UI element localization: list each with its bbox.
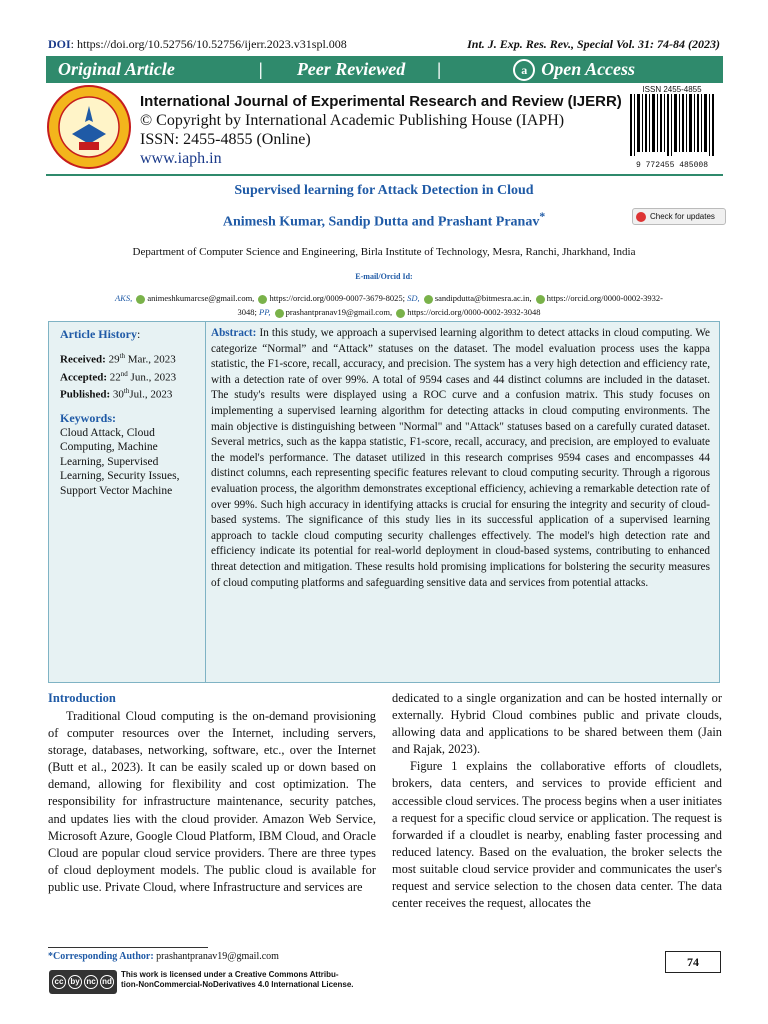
introduction-heading: Introduction: [48, 691, 116, 705]
issn-barcode: [626, 85, 718, 173]
published-day: 30: [112, 388, 124, 401]
banner-separator: |: [258, 59, 263, 79]
doi-url[interactable]: : https://doi.org/10.52756/10.52756/ijerr.2023.v31spl.008: [70, 37, 347, 51]
check-for-updates-button[interactable]: [632, 208, 726, 225]
check-updates-icon: [636, 212, 646, 222]
open-access-label: Open Access: [541, 59, 636, 79]
orcid-icon: [258, 295, 267, 304]
original-article-label: Original Article: [58, 59, 175, 79]
corresponding-author-label: *Corresponding Author:: [48, 951, 154, 962]
journal-reference-text: Int. J. Exp. Res. Rev., Special Vol. 31: 74-84 (2023): [467, 37, 720, 51]
publisher-website-link[interactable]: www.iaph.in: [140, 150, 222, 167]
abstract-box-divider: [205, 322, 206, 682]
accepted-date: [60, 367, 200, 385]
article-type-banner: [46, 56, 723, 83]
author-email[interactable]: animeshkumarcse@gmail.com,: [147, 293, 255, 303]
article-history: [60, 327, 200, 402]
received-rest: Mar., 2023: [125, 353, 176, 366]
received-day: 29: [108, 353, 120, 366]
accepted-label: Accepted:: [60, 371, 108, 384]
author-orcid-link[interactable]: https://orcid.org/0000-0002-3932-3048: [407, 307, 541, 317]
body-column-right: [392, 690, 722, 912]
author-abbrev: AKS,: [114, 293, 133, 303]
footnote-rule: [48, 947, 208, 948]
body-column-left: [48, 708, 376, 896]
license-notice: [121, 970, 421, 990]
received-date: [60, 349, 200, 367]
accepted-sup: nd: [120, 369, 128, 378]
email-icon: [136, 295, 145, 304]
keywords-list: Cloud Attack, Cloud Computing, Machine Learning, Supervised Learning, Security Issues, Support Vector Machine: [60, 426, 180, 497]
author-email[interactable]: prashantpranav19@gmail.com,: [285, 307, 393, 317]
iaph-seal-logo: [46, 84, 132, 170]
copyright-line: © Copyright by International Academic Publishing House (IAPH): [140, 112, 565, 129]
authors-names: Animesh Kumar, Sandip Dutta and Prashant Pranav: [222, 214, 540, 230]
corresponding-mark: *: [539, 210, 546, 223]
history-heading-text: Article History: [60, 327, 137, 341]
header-divider: [46, 174, 723, 176]
published-sup: th: [123, 387, 130, 396]
creative-commons-badge[interactable]: [49, 970, 117, 994]
open-access-icon: a: [513, 59, 535, 81]
history-heading-colon: :: [136, 327, 141, 341]
journal-name: International Journal of Experimental Research and Review (IJERR): [140, 93, 622, 110]
author-orcid-link[interactable]: https://orcid.org/0000-0002-3932-: [546, 293, 664, 303]
issn-barcode-label: ISSN 2455-4855: [642, 85, 702, 94]
email-orcid-heading: E-mail/Orcid Id:: [355, 272, 413, 281]
abstract-label: Abstract:: [211, 327, 257, 339]
license-line: tion-NonCommercial-NoDerivatives 4.0 International License.: [121, 980, 354, 989]
accepted-day: 22: [109, 371, 121, 384]
doi-label: DOI: [48, 37, 71, 51]
email-orcid-list: [54, 291, 724, 319]
corresponding-author-email[interactable]: prashantpranav19@gmail.com: [153, 951, 279, 962]
email-orcid-line: [54, 291, 724, 305]
abstract-text: [211, 326, 710, 591]
author-affiliation: Department of Computer Science and Engineering, Birla Institute of Technology, Mesra, Ranchi, Jharkhand, India: [132, 246, 636, 258]
email-icon: [275, 309, 284, 318]
orcid-icon: [396, 309, 405, 318]
published-rest: Jul., 2023: [129, 388, 173, 401]
seal-graphic: [46, 84, 132, 170]
license-line: This work is licensed under a Creative Commons Attribu-: [121, 970, 339, 979]
corresponding-author: [48, 951, 279, 962]
received-sup: th: [119, 352, 126, 360]
journal-masthead: [140, 92, 622, 168]
article-history-heading: [60, 327, 200, 341]
cc-icon: cc: [52, 975, 66, 989]
barcode-graphic: [626, 94, 718, 156]
check-updates-label: Check for updates: [650, 212, 715, 221]
barcode-digits: 9 772455 485008: [635, 161, 708, 170]
author-abbrev: PP,: [259, 307, 271, 317]
accepted-rest: Jun., 2023: [127, 371, 177, 384]
email-orcid-line: [54, 305, 724, 319]
article-title: Supervised learning for Attack Detection in Cloud: [234, 183, 534, 198]
email-icon: [424, 295, 433, 304]
abstract-body: In this study, we approach a supervised learning algorithm to detect attacks in cloud computing. We categorize “Normal” and “Attack” statuses on the dataset. The model evaluation process uses the kappa statistic, the F1-score, recall, accuracy, and precision. The system has a very high detection and efficiency rate, with a detection rate of over 99%. A total of 9594 cases and 44 distinct columns are included in the dataset. The study's results were displayed using a ROC curve and a confusion matrix. This study focuses on implementing a supervised learning algorithm for detecting attacks in cloud computing environments. The main objective is distinguishing between "Normal" and "Attack" statuses based on a carefully curated dataset. Several metrics, such as the kappa statistic, F1-score, recall, accuracy, and precision, are employed to evaluate the model's performance. The dataset utilized in this research comprises 9594 cases and encompasses 44 distinct columns, each representing specific features relevant to cloud computing security. Through a rigorous evaluation process, the algorithm demonstrates exceptional efficiency, achieving a remarkable detection rate of over 99%. Such high accuracy in identifying attacks is crucial for ensuring the integrity and security of cloud-based systems. The significance of this study lies in its successful application of a supervised learning approach to tackle cloud computing security challenges effectively. The model's high detection rate and efficiency indicate its potential for real-world deployment in cloud-based systems, contributing to enhanced threat detection and mitigation. These results hold promising implications for bolstering the security measures of cloud computing platforms and safeguarding sensitive data and services from potential attacks.: [211, 327, 711, 589]
paragraph: Traditional Cloud computing is the on-demand provisioning of computer resources over the Internet, including servers, storage, databases, networking, software, etc., over the Internet (Butt et al., 2023). It can be easily scaled up or down based on demand, allowing for flexibility and cost optimization. The responsibility for infrastructure maintenance, security patches, and updates lies with the cloud provider. Amazon Web Service, Microsoft Azure, Google Cloud Platform, IBM Cloud, and Oracle Cloud are popular cloud service providers. There are three types of cloud deployment models. The public cloud is available for public use. Private Cloud, where Infrastructure and services are: [48, 709, 376, 894]
nd-icon: nd: [100, 975, 114, 989]
page-number: 74: [665, 951, 721, 973]
author-orcid-link[interactable]: 3048;: [237, 307, 257, 317]
keywords-section: [60, 411, 200, 498]
published-date: [60, 384, 200, 402]
author-email[interactable]: sandipdutta@bitmesra.ac.in,: [434, 293, 532, 303]
doi-header: [48, 37, 720, 52]
orcid-icon: [536, 295, 545, 304]
author-orcid-link[interactable]: https://orcid.org/0009-0007-3679-8025;: [269, 293, 406, 303]
paragraph: dedicated to a single organization and can be hosted internally or externally. Hybrid Cloud combines public and private clouds, allowing data and applications to be shared between them (Jain and Rajak, 2023).: [392, 691, 722, 757]
received-label: Received:: [60, 353, 106, 366]
journal-reference: [467, 37, 720, 52]
banner-separator: |: [437, 59, 442, 79]
by-icon: by: [68, 975, 82, 989]
nc-icon: nc: [84, 975, 98, 989]
paragraph: Figure 1 explains the collaborative efforts of cloudlets, brokers, data centers, and services to provide efficient and accessible cloud services. The process begins when a user initiates a request for a specific cloud service or application. The request is forwarded if a cloudlet is nearby, enabling faster processing and reduced latency. Based on the evaluation, the broker selects the most suitable cloud service provider and communicates the user's request and service selection to the chosen data center. The data center receives the request, allocates the: [392, 759, 722, 911]
doi-text: [48, 37, 347, 52]
author-abbrev: SD,: [407, 293, 420, 303]
keywords-heading: Keywords:: [60, 411, 116, 425]
peer-reviewed-label: Peer Reviewed: [296, 59, 406, 79]
issn-line: ISSN: 2455-4855 (Online): [140, 131, 311, 148]
published-label: Published:: [60, 388, 111, 401]
